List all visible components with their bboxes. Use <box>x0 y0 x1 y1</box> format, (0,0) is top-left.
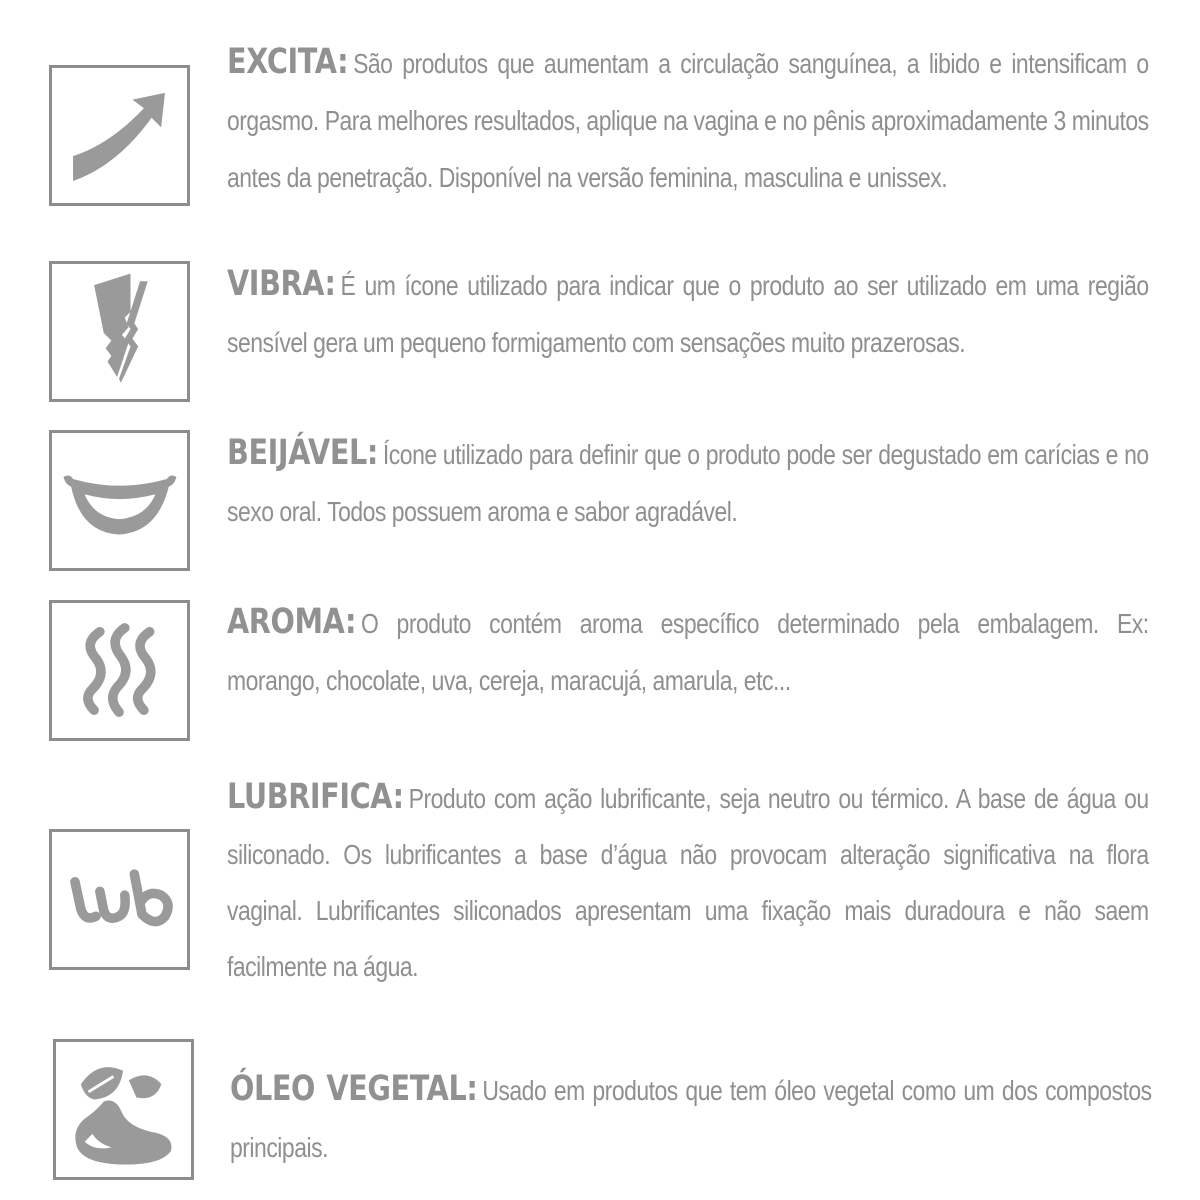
entry-beijavel <box>227 425 1149 540</box>
entry-vibra <box>227 256 1149 371</box>
beijavel-icon-box <box>49 430 190 571</box>
entry-title: ÓLEO VEGETAL: <box>230 1069 478 1109</box>
entry-oleo-vegetal <box>230 1061 1152 1176</box>
entry-aroma <box>227 594 1149 709</box>
aroma-waves-icon <box>52 603 187 738</box>
entry-text: Ícone utilizado para definir que o produto pode ser degustado em carícias e no sexo oral. Todos possuem aroma e sabor agradável. <box>227 439 1149 527</box>
lightning-icon <box>52 264 187 399</box>
entry-text: Produto com ação lubrificante, seja neutro ou térmico. A base de água ou siliconado. Os lubrificantes a base d’água não provocam alteração significativa na flora vaginal. Lubrificantes siliconados apresentam uma fixação mais duradoura e não saem facilmente na água. <box>227 783 1149 982</box>
oleo-vegetal-icon-box <box>53 1039 194 1180</box>
entry-title: LUBRIFICA: <box>227 777 404 817</box>
entry-text: O produto contém aroma específico determinado pela embalagem. Ex: morango, chocolate, uva, cereja, maracujá, amarula, etc... <box>227 608 1149 696</box>
vibra-icon-box <box>49 261 190 402</box>
entry-text: É um ícone utilizado para indicar que o produto ao ser utilizado em uma região sensível gera um pequeno formigamento com sensações muito prazerosas. <box>227 270 1149 358</box>
entry-title: VIBRA: <box>227 264 336 304</box>
leaf-drop-icon <box>56 1042 191 1177</box>
aroma-icon-box <box>49 600 190 741</box>
lubrifica-icon-box <box>49 829 190 970</box>
lips-icon <box>52 433 187 568</box>
lub-icon <box>52 832 187 967</box>
entry-excita <box>227 34 1149 206</box>
entry-text: São produtos que aumentam a circulação sanguínea, a libido e intensificam o orgasmo. Para melhores resultados, aplique na vagina e no pênis aproximadamente 3 minutos antes da penetração. Disponível na versão feminina, masculina e unissex. <box>227 48 1149 193</box>
excita-icon-box <box>49 65 190 206</box>
entry-lubrifica <box>227 769 1149 995</box>
entry-text: Usado em produtos que tem óleo vegetal como um dos compostos principais. <box>230 1075 1152 1163</box>
entry-title: BEIJÁVEL: <box>227 433 378 473</box>
entry-title: AROMA: <box>227 602 357 642</box>
arrow-up-right-icon <box>52 68 187 203</box>
entry-title: EXCITA: <box>227 42 349 82</box>
